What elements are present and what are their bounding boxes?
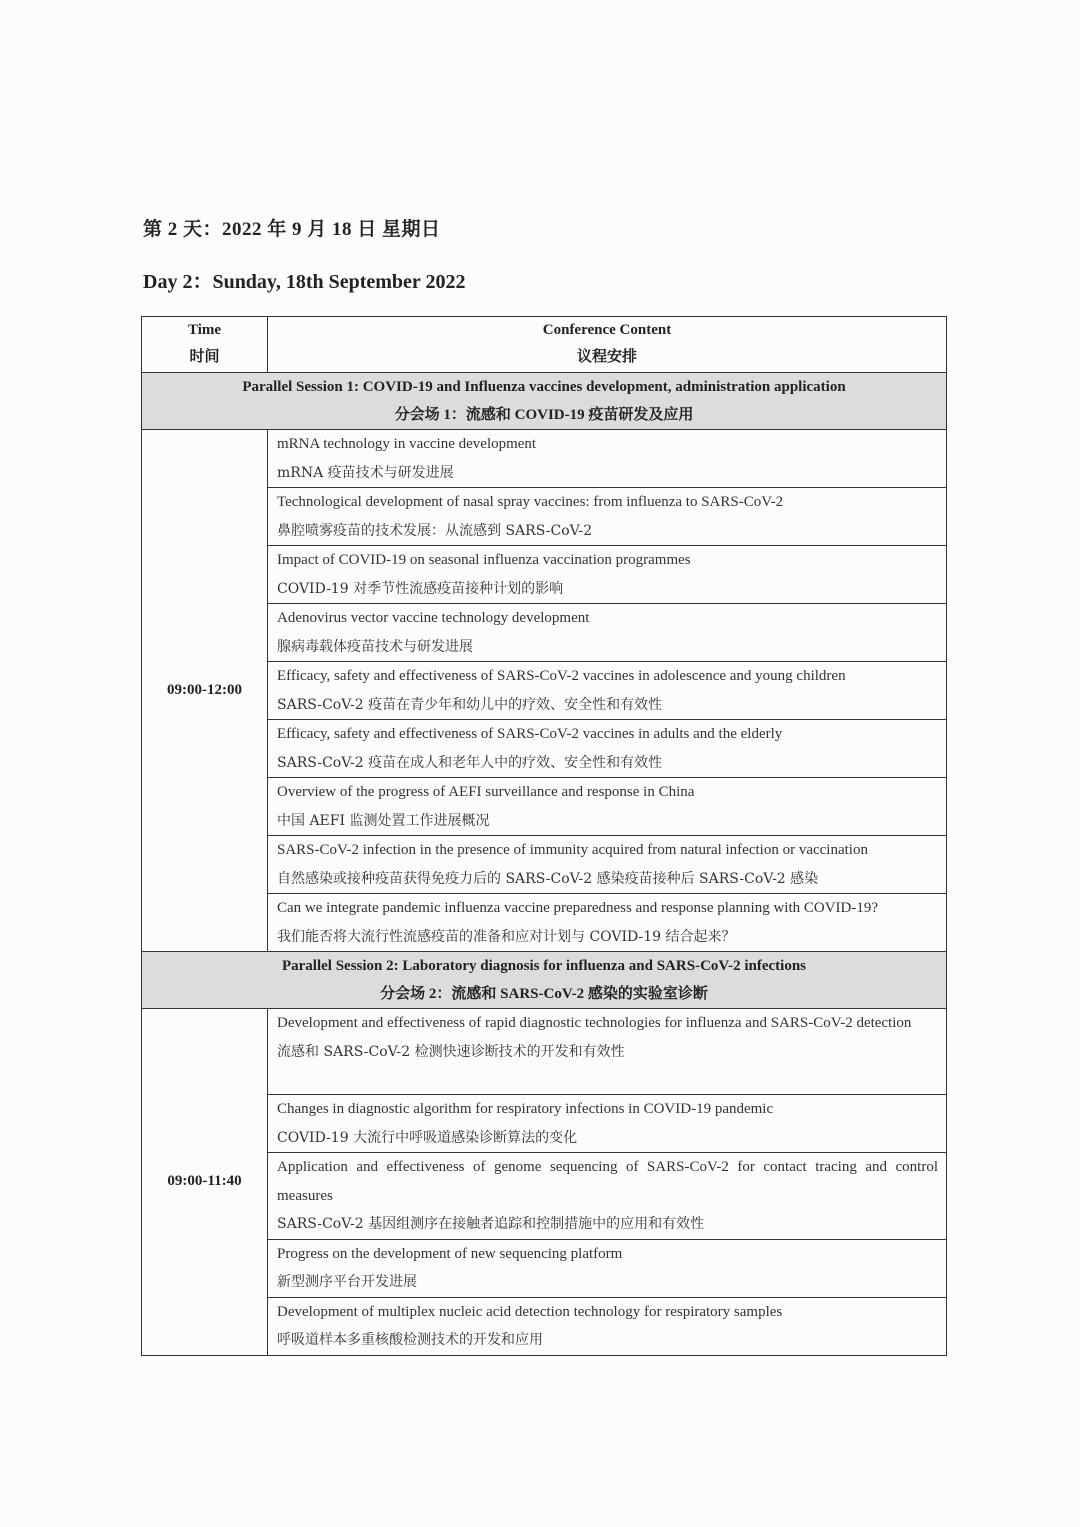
agenda-item-cn: 腺病毒载体疫苗技术与研发进展: [277, 638, 473, 655]
agenda-item-en: Changes in diagnostic algorithm for respiratory infections in COVID-19 pandemic: [277, 1101, 774, 1117]
session-header: [142, 952, 947, 1009]
session-time: 09:00-12:00: [142, 430, 268, 952]
agenda-item-cn: SARS-CoV-2 基因组测序在接触者追踪和控制措施中的应用和有效性: [277, 1216, 705, 1232]
agenda-item-en: Adenovirus vector vaccine technology development: [277, 610, 590, 626]
agenda-item-cn: SARS-CoV-2 疫苗在成人和老年人中的疗效、安全性和有效性: [277, 754, 663, 771]
agenda-item: [268, 1095, 947, 1153]
agenda-item: [268, 430, 947, 488]
agenda-item: [268, 836, 947, 894]
agenda-item-row: [142, 430, 947, 488]
agenda-item-row: [142, 1009, 947, 1095]
session-title-cn: 分会场 2：流感和 SARS-CoV-2 感染的实验室诊断: [380, 986, 708, 1002]
agenda-item-cn: 鼻腔喷雾疫苗的技术发展：从流感到 SARS-CoV-2: [277, 522, 593, 539]
agenda-item-en: Development of multiplex nucleic acid detection technology for respiratory samples: [277, 1303, 783, 1320]
agenda-item: [268, 1239, 947, 1297]
agenda-item-en: Overview of the progress of AEFI surveillance and response in China: [277, 784, 695, 800]
agenda-item: [268, 546, 947, 604]
agenda-item-cn: 新型测序平台开发进展: [277, 1274, 417, 1290]
session-header: [142, 373, 947, 430]
agenda-item-cn: 中国 AEFI 监测处置工作进展概况: [277, 812, 490, 829]
session-title-cn: 分会场 1：流感和 COVID-19 疫苗研发及应用: [394, 407, 694, 423]
agenda-item-en: Progress on the development of new sequencing platform: [277, 1245, 623, 1262]
agenda-item: [268, 1297, 947, 1355]
agenda-item-cn: 流感和 SARS-CoV-2 检测快速诊断技术的开发和有效性: [277, 1043, 625, 1060]
agenda-item-cn: SARS-CoV-2 疫苗在青少年和幼儿中的疗效、安全性和有效性: [277, 696, 663, 713]
agenda-item: [268, 1153, 947, 1240]
session-header-row: [142, 952, 947, 1009]
page-title-en: Day 2：Sunday, 18th September 2022: [143, 271, 466, 293]
session-title-en: Parallel Session 1: COVID-19 and Influenza vaccines development, administration application: [242, 379, 846, 395]
agenda-table: [141, 316, 947, 1356]
agenda-item: [268, 1009, 947, 1095]
agenda-item-cn: mRNA 疫苗技术与研发进展: [277, 464, 454, 481]
header-content-en: Conference Content: [542, 322, 672, 338]
agenda-item-cn: 自然感染或接种疫苗获得免疫力后的 SARS-CoV-2 感染疫苗接种后 SARS-CoV-2 感染: [277, 870, 819, 887]
header-time-cn: 时间: [189, 349, 220, 365]
table-header-row: [142, 317, 947, 373]
agenda-item-en: Impact of COVID-19 on seasonal influenza vaccination programmes: [277, 552, 691, 568]
header-content: [268, 317, 947, 373]
agenda-item-en: Application and effectiveness of genome sequencing of SARS-CoV-2 for contact tracing and control measures: [277, 1159, 938, 1204]
agenda-item-en: Efficacy, safety and effectiveness of SARS-CoV-2 vaccines in adults and the elderly: [277, 726, 783, 742]
agenda-item-cn: 呼吸道样本多重核酸检测技术的开发和应用: [277, 1332, 543, 1348]
agenda-item-en: Can we integrate pandemic influenza vaccine preparedness and response planning with COVID-19?: [277, 900, 879, 916]
agenda-item: [268, 778, 947, 836]
agenda-item-en: Efficacy, safety and effectiveness of SARS-CoV-2 vaccines in adolescence and young children: [277, 668, 846, 684]
agenda-item-en: mRNA technology in vaccine development: [277, 436, 537, 452]
agenda-item: [268, 894, 947, 952]
agenda-item-en: SARS-CoV-2 infection in the presence of immunity acquired from natural infection or vaccination: [277, 842, 868, 858]
agenda-item: [268, 488, 947, 546]
agenda-item: [268, 604, 947, 662]
header-time: [142, 317, 268, 373]
page-title-cn: 第 2 天：2022 年 9 月 18 日 星期日: [143, 219, 441, 240]
agenda-item: [268, 720, 947, 778]
session-title-en: Parallel Session 2: Laboratory diagnosis for influenza and SARS-CoV-2 infections: [281, 958, 807, 974]
agenda-item: [268, 662, 947, 720]
agenda-item-en: Development and effectiveness of rapid diagnostic technologies for influenza and SARS-CoV-2 detection: [277, 1015, 912, 1031]
session-header-row: [142, 373, 947, 430]
agenda-item-en: Technological development of nasal spray vaccines: from influenza to SARS-CoV-2: [277, 494, 784, 510]
header-content-cn: 议程安排: [576, 349, 637, 365]
session-time: 09:00-11:40: [142, 1009, 268, 1356]
agenda-item-cn: COVID-19 大流行中呼吸道感染诊断算法的变化: [277, 1129, 578, 1146]
agenda-item-cn: COVID-19 对季节性流感疫苗接种计划的影响: [277, 580, 564, 597]
agenda-item-cn: 我们能否将大流行性流感疫苗的准备和应对计划与 COVID-19 结合起来？: [277, 928, 736, 945]
header-time-en: Time: [187, 322, 222, 338]
